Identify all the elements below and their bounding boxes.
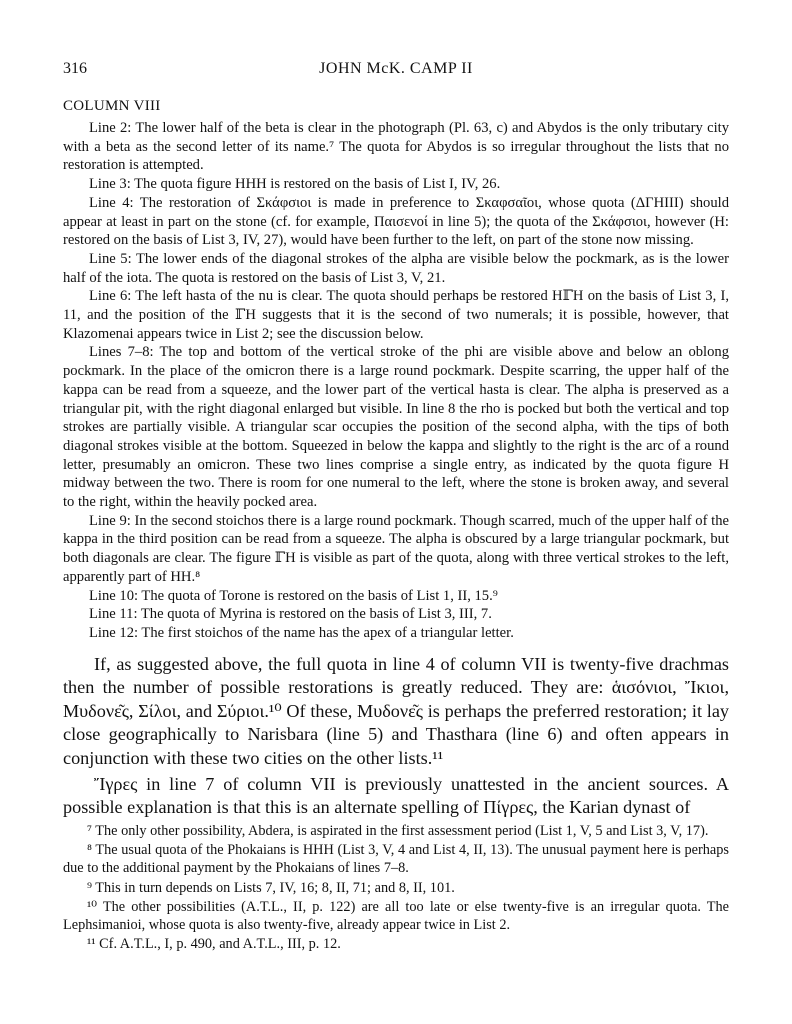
line-notes — [63, 119, 729, 643]
page-header — [63, 60, 729, 82]
footnote: ¹¹ Cf. A.T.L., I, p. 490, and A.T.L., III, p. 12. — [87, 936, 341, 953]
footnote: ⁹ This in turn depends on Lists 7, IV, 16; 8, II, 71; and 8, II, 101. — [87, 879, 455, 896]
body-paragraph: If, as suggested above, the full quota in line 4 of column VII is twenty-five drachmas then the number of possible restorations is greatly reduced. They are: ἁισόνιοι, Ἴκιοι, Μυδονε͂ς, Σίλοι, and Σύριοι.¹⁰ Of these, Μυδονε͂ς is perhaps the preferred restoration; it lay close geographically to Narisbara (line 5) and Thasthara (line 6) and often appears in conjunction with these two cities on the other lists.¹¹ — [63, 654, 729, 768]
line-note: Line 2: The lower half of the beta is clear in the photograph (Pl. 63, c) and Abydos is the only tributary city with a beta as the second letter of its name.⁷ The quota for Abydos is so irregular throughout the lists that no restoration is attempted. — [63, 120, 729, 174]
footnote: ⁸ The usual quota of the Phokaians is HHH (List 3, V, 4 and List 4, II, 13). The unusual payment here is perhaps due to the additional payment by the Phokaians of lines 7–8. — [63, 842, 729, 877]
footnote: ¹⁰ The other possibilities (A.T.L., II, p. 122) are all too late or else twenty-five is an irregular quota. The Lephsimanioi, whose quota is also twenty-five, already appear twice in List 2. — [63, 898, 729, 934]
section-heading: COLUMN VIII — [63, 98, 161, 114]
line-note: Line 9: In the second stoichos there is a large round pockmark. Though scarred, much of the upper half of the kappa in the third position can be read from a squeeze. The alpha is obscured by a large triangular pockmark, but both diagonals are clear. The figure ℾΗ is visible as part of the quota, along with three vertical strokes to the left, apparently part of HH.⁸ — [63, 512, 729, 585]
running-head: JOHN McK. CAMP II — [319, 60, 473, 77]
line-note: Line 6: The left hasta of the nu is clear. The quota should perhaps be restored HℾΗ on the basis of List 3, I, 11, and the position of the ℾΗ suggests that it is the second of two numerals; it is possible, however, that Klazomenai appears twice in List 2; see the discussion below. — [63, 288, 729, 342]
line-note: Line 11: The quota of Myrina is restored on the basis of List 3, III, 7. — [89, 606, 492, 623]
line-note: Line 3: The quota figure HHH is restored on the basis of List I, IV, 26. — [89, 176, 501, 193]
body-text — [63, 653, 729, 820]
footnotes — [63, 822, 729, 953]
line-note: Line 10: The quota of Torone is restored on the basis of List 1, II, 15.⁹ — [89, 587, 498, 604]
line-note: Line 4: The restoration of Σκάφσιοι is made in preference to Σκαφσαῖοι, whose quota (ΔΓΗΙΙΙ) should appear at least in part on the stone (cf. for example, Παισενοί in line 5); the quota of the Σκάφσιοι, however (H: restored on the basis of List 3, IV, 27), would have been further to the left, on part of the stone now missing. — [63, 194, 729, 249]
body-paragraph: Ἴγρες in line 7 of column VII is previously unattested in the ancient sources. A possible explanation is that this is an alternate spelling of Πίγρες, the Karian dynast of — [63, 774, 729, 818]
page-number: 316 — [63, 60, 87, 77]
line-note: Line 5: The lower ends of the diagonal strokes of the alpha are visible below the pockmark, as is the lower half of the iota. The quota is restored on the basis of List 3, V, 21. — [63, 250, 729, 286]
footnote: ⁷ The only other possibility, Abdera, is aspirated in the first assessment period (List 1, V, 5 and List 3, V, 17). — [87, 823, 709, 839]
line-note: Line 12: The first stoichos of the name has the apex of a triangular letter. — [89, 624, 514, 641]
line-note: Lines 7–8: The top and bottom of the vertical stroke of the phi are visible above and below an oblong pockmark. In the place of the omicron there is a large round pockmark. Despite scarring, the upper half of the kappa can be read from a squeeze, and the lower part of the vertical hasta is clear. The alpha is preserved as a triangular pit, with the right diagonal enlarged but visible. In line 8 the rho is pocked but both the vertical and top strokes are partially visible. A triangular scar occupies the position of the second alpha, with the tips of both diagonal strokes visible at the bottom. Squeezed in below the kappa and slightly to the right is the arc of a round letter, presumably an omicron. These two lines comprise a single entry, as indicated by the quota figure H midway between the two. There is room for one numeral to the left, where the stone is broken away, and several to the right, within the heavily pocked area. — [63, 344, 729, 511]
